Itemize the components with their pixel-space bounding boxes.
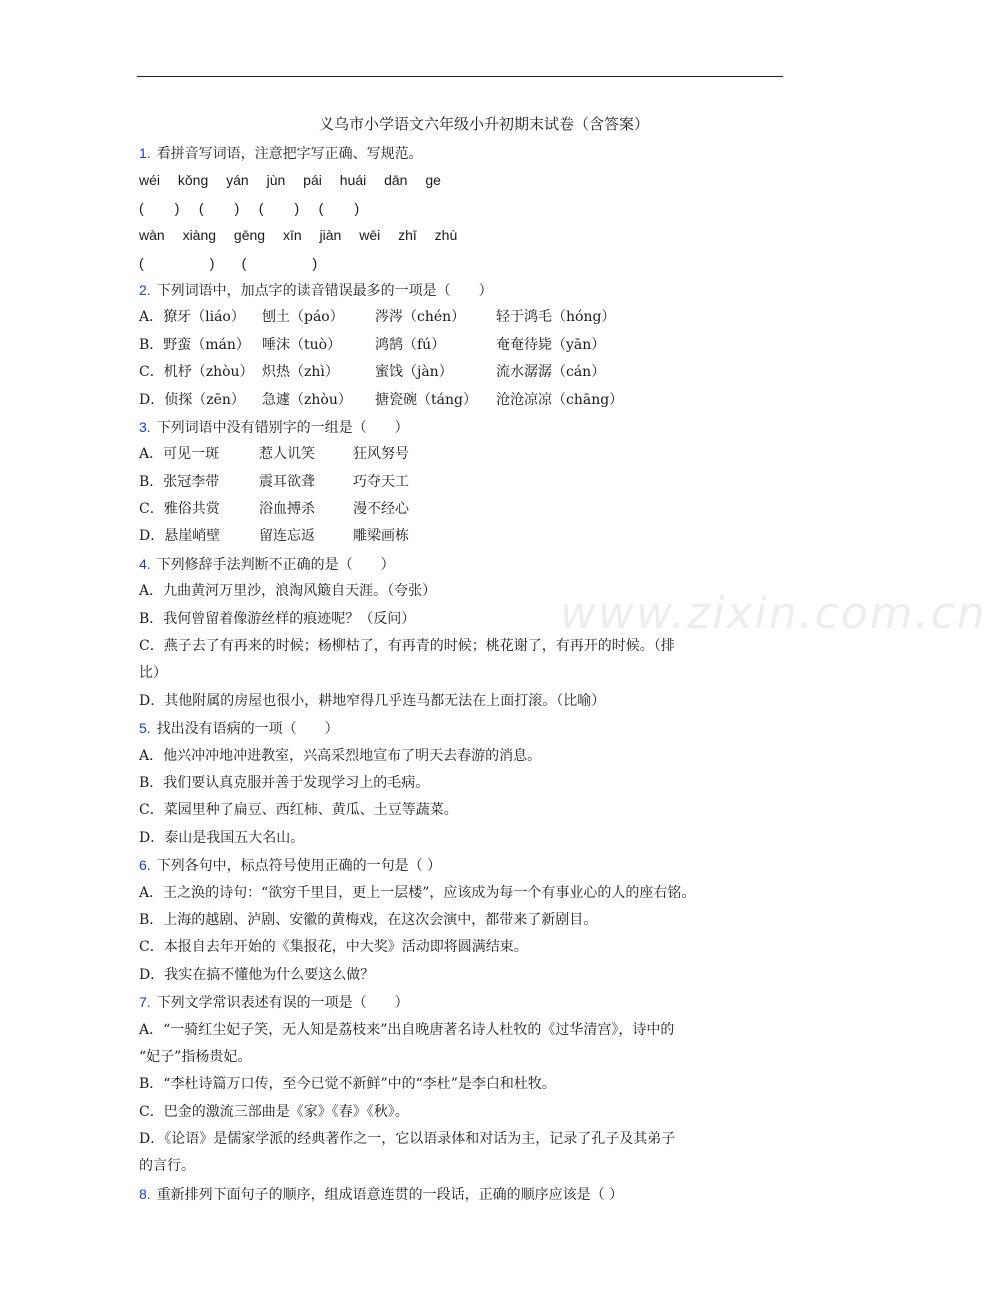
option-term: C．雅俗共赏 [139, 501, 220, 518]
question-stem: 下列词语中没有错别字的一组是（ ） [156, 419, 409, 436]
question-4 [139, 551, 779, 578]
option-b[interactable]: B．我何曾留着像游丝样的痕迹呢？（反问） [139, 610, 416, 627]
option-c[interactable]: C．燕子去了有再来的时候；杨柳枯了，有再青的时候；桃花谢了，有再开的时候。（排 [139, 638, 675, 655]
answer-blanks-1[interactable]: ( ) ( ) ( ) ( ) [139, 199, 360, 216]
option-term: 轻于鸿毛（hóng） [496, 309, 616, 326]
option-term: 流水潺潺（cán） [496, 364, 606, 381]
question-2-options [139, 304, 779, 414]
option-d-continued: 的言行。 [139, 1158, 195, 1175]
question-stem: 下列词语中，加点字的读音错误最多的一项是（ ） [156, 282, 493, 299]
option-d[interactable]: D．其他附属的房屋也很小，耕地窄得几乎连马都无法在上面打滚。（比喻） [139, 692, 606, 709]
question-stem: 下列文学常识表述有误的一项是（ ） [156, 995, 409, 1012]
watermark: www.zixin.com.cn [560, 588, 987, 639]
option-term: 沧沧凉凉（chāng） [496, 391, 624, 408]
option-term: 漫不经心 [353, 501, 409, 518]
option-term: B．野蛮（mán） [139, 336, 250, 353]
option-term: 急遽（zhòu） [262, 391, 352, 408]
question-7 [139, 989, 779, 1016]
question-2 [139, 277, 779, 304]
option-term: A．可见一斑 [139, 446, 220, 463]
option-term: 留连忘返 [259, 528, 315, 545]
option-a[interactable]: A．九曲黄河万里沙，浪淘风簸自天涯。（夸张） [139, 583, 437, 600]
option-c[interactable]: C．菜园里种了扁豆、西红柿、黄瓜、土豆等蔬菜。 [139, 802, 458, 819]
option-b[interactable] [139, 469, 779, 496]
question-number: 3. [139, 418, 151, 435]
question-3 [139, 414, 779, 441]
option-a[interactable] [139, 441, 779, 468]
option-d[interactable]: D．我实在搞不懂他为什么要这么做？ [139, 966, 375, 983]
question-number: 1. [139, 145, 151, 161]
option-c[interactable] [139, 496, 779, 523]
question-stem: 下列修辞手法判断不正确的是（ ） [156, 556, 395, 573]
option-term: 蜜饯（jàn） [375, 364, 453, 381]
question-stem: 重新排列下面句子的顺序，组成语意连贯的一段话，正确的顺序应该是（ ） [156, 1186, 624, 1203]
option-d[interactable]: D．泰山是我国五大名山。 [139, 829, 305, 846]
option-d[interactable] [139, 523, 779, 550]
option-term: 搪瓷碗（táng） [375, 391, 477, 408]
option-a[interactable] [139, 304, 779, 331]
option-term: 狂风努号 [353, 446, 409, 463]
question-number: 6. [139, 857, 151, 874]
option-c[interactable]: C．本报自去年开始的《集报花，中大奖》活动即将圆满结束。 [139, 939, 528, 956]
question-5 [139, 715, 779, 742]
option-c[interactable]: C．巴金的激流三部曲是《家》《春》《秋》。 [139, 1103, 409, 1120]
header-rule [137, 76, 783, 77]
option-term: A．獠牙（liáo） [139, 309, 245, 326]
option-term: 浴血搏杀 [259, 501, 315, 518]
option-c-continued: 比） [139, 665, 167, 682]
question-1 [139, 140, 779, 167]
option-a[interactable]: A．“一骑红尘妃子笑，无人知是荔枝来”出自晚唐著名诗人杜牧的《过华清宫》，诗中的 [139, 1021, 675, 1038]
option-a[interactable]: A．王之涣的诗句：“欲穷千里目，更上一层楼”，应该成为每一个有事业心的人的座右铭。 [139, 884, 696, 901]
question-stem: 下列各句中，标点符号使用正确的一句是（ ） [156, 858, 442, 875]
option-term: D．侦探（zēn） [139, 391, 245, 408]
option-term: D．悬崖峭壁 [139, 528, 221, 545]
option-term: 鸿鹄（fú） [375, 336, 446, 353]
option-a-continued: “妃子”指杨贵妃。 [139, 1048, 252, 1065]
question-number: 7. [139, 994, 151, 1011]
question-stem: 看拼音写词语，注意把字写正确、写规范。 [156, 146, 423, 162]
option-c[interactable] [139, 359, 779, 386]
option-d[interactable]: D．《论语》是儒家学派的经典著作之一，它以语录体和对话为主，记录了孔子及其弟子 [139, 1131, 676, 1148]
option-b[interactable]: B．“李杜诗篇万口传，至今已觉不新鲜”中的“李杜”是李白和杜牧。 [139, 1076, 556, 1093]
question-number: 4. [139, 555, 151, 572]
option-term: 涔涔（chén） [375, 309, 466, 326]
pinyin-row-2: wàn xiàng gēng xīn jiàn wēi zhī zhù [139, 227, 458, 244]
page-title: 义乌市小学语文六年级小升初期末试卷（含答案） [318, 115, 649, 133]
option-term: B．张冠李带 [139, 473, 220, 490]
question-6 [139, 852, 779, 879]
option-term: 炽热（zhì） [262, 364, 339, 381]
question-8 [139, 1181, 779, 1208]
option-term: 震耳欲聋 [259, 473, 315, 490]
option-d[interactable] [139, 387, 779, 414]
question-number: 8. [139, 1185, 151, 1202]
option-term: 惹人讥笑 [259, 446, 315, 463]
option-b[interactable]: B．上海的越剧、泸剧、安徽的黄梅戏，在这次会演中，都带来了新剧目。 [139, 911, 598, 928]
option-b[interactable] [139, 332, 779, 359]
option-term: 巧夺天工 [353, 473, 409, 490]
option-a[interactable]: A．他兴冲冲地冲进教室，兴高采烈地宣布了明天去春游的消息。 [139, 747, 542, 764]
option-term: 刨土（páo） [262, 309, 344, 326]
question-number: 2. [139, 281, 151, 298]
option-term: 唾沫（tuò） [262, 336, 342, 353]
option-term: 雕梁画栋 [353, 528, 409, 545]
question-stem: 找出没有语病的一项（ ） [156, 721, 339, 738]
pinyin-row-1: wéi kǒng yán jùn pái huái dān ge [139, 172, 441, 189]
exam-document [139, 108, 779, 1208]
question-number: 5. [139, 720, 151, 737]
option-term: 奄奄待毙（yān） [496, 336, 606, 353]
answer-blanks-2[interactable]: ( ) ( ) [139, 254, 318, 271]
option-b[interactable]: B．我们要认真克服并善于发现学习上的毛病。 [139, 774, 430, 791]
question-3-options [139, 441, 779, 551]
option-term: C．机杼（zhòu） [139, 364, 254, 381]
